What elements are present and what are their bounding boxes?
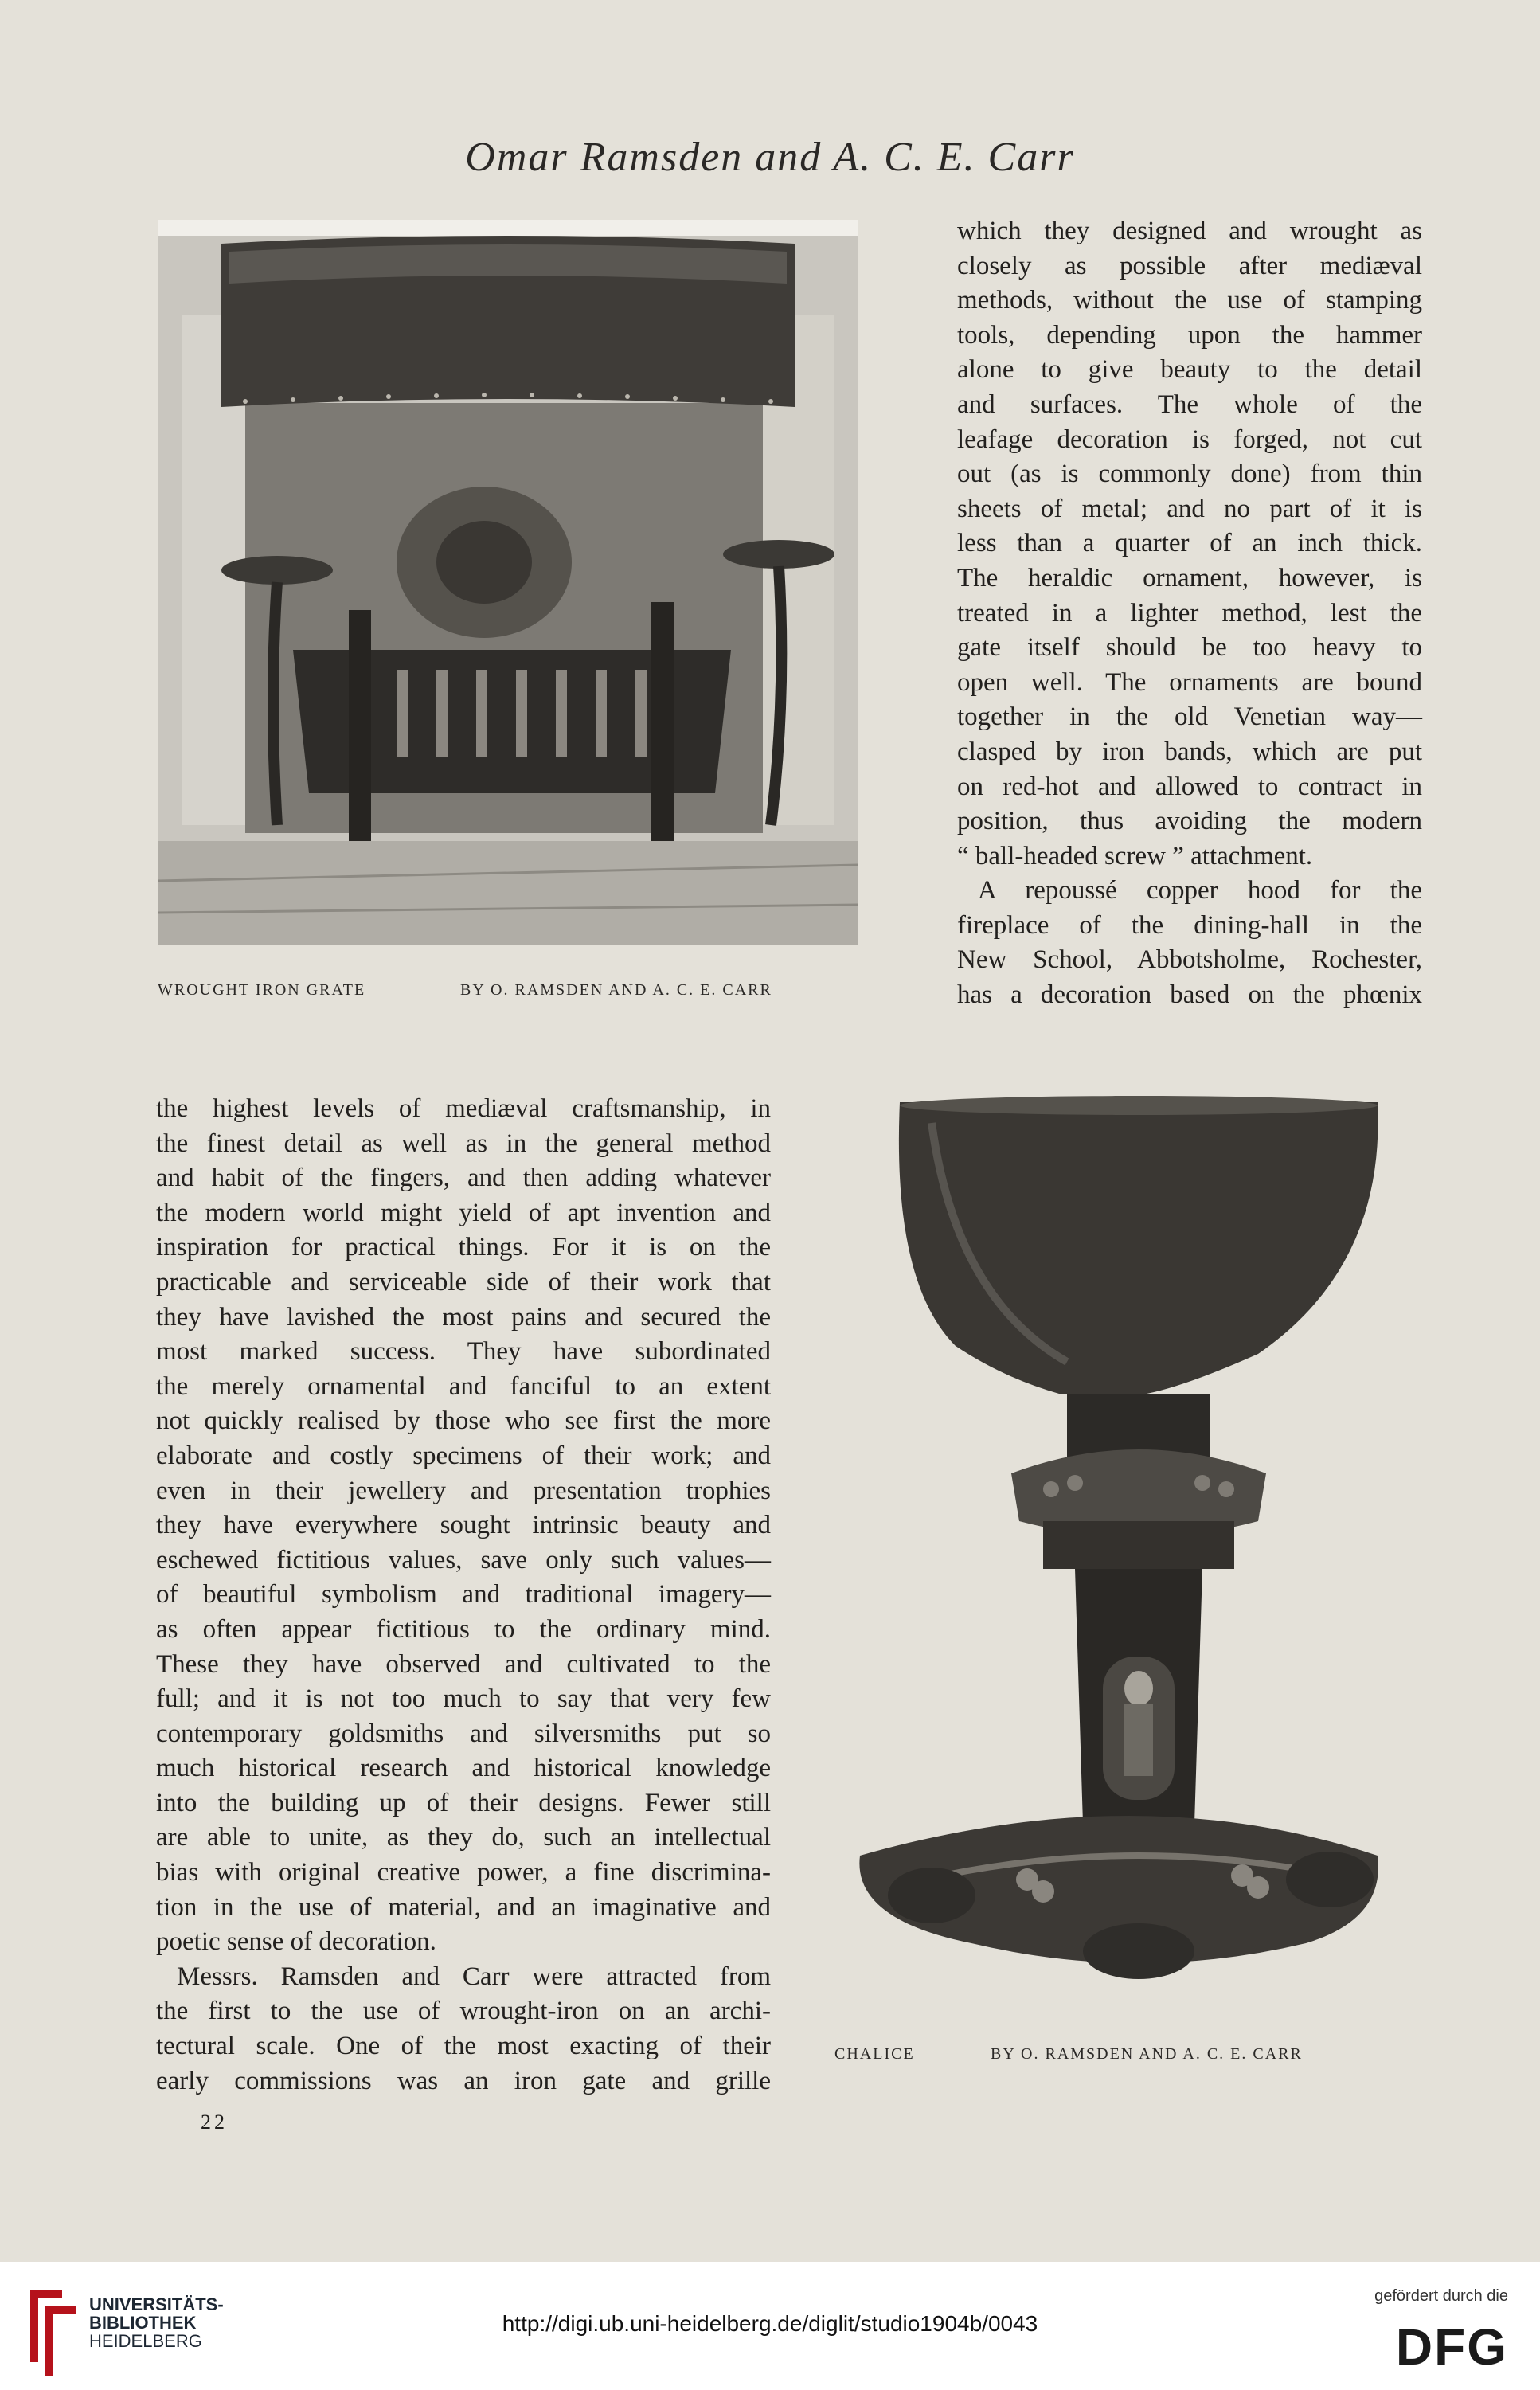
library-name-line1: UNIVERSITÄTS- xyxy=(89,2294,224,2314)
text-line: inspiration for practical things. For it is on the xyxy=(156,1233,771,1262)
text-line: has a decoration based on the phœnix xyxy=(957,980,1422,1010)
text-line: they have everywhere sought intrinsic beauty and xyxy=(156,1511,771,1540)
library-name-line3: HEIDELBERG xyxy=(89,2331,202,2351)
text-line: the modern world might yield of apt invention and xyxy=(156,1198,771,1227)
right-column-text xyxy=(957,214,1422,1013)
grate-caption-title: WROUGHT IRON GRATE xyxy=(158,981,366,999)
grate-photograph xyxy=(158,220,858,945)
text-line: the highest levels of mediæval craftsmanship, in xyxy=(156,1094,771,1123)
text-line: open well. The ornaments are bound xyxy=(957,667,1422,697)
text-line: contemporary goldsmiths and silversmiths put so xyxy=(156,1719,771,1748)
text-line: less than a quarter of an inch thick. xyxy=(957,529,1422,558)
library-name-line2: BIBLIOTHEK xyxy=(89,2313,197,2333)
text-line: the first to the use of wrought-iron on an archi- xyxy=(156,1997,771,2026)
chalice-caption-title: CHALICE xyxy=(834,2045,915,2063)
text-line: together in the old Venetian way— xyxy=(957,702,1422,732)
text-line: they have lavished the most pains and secured the xyxy=(156,1302,771,1332)
dfg-logo: DFG xyxy=(1395,2318,1508,2376)
text-line: tools, depending upon the hammer xyxy=(957,320,1422,350)
text-line: much historical research and historical knowledge xyxy=(156,1754,771,1783)
text-line: tion in the use of material, and an imaginative and xyxy=(156,1892,771,1922)
text-line: leafage decoration is forged, not cut xyxy=(957,424,1422,454)
digitization-footer xyxy=(0,2262,1540,2390)
text-line: position, thus avoiding the modern xyxy=(957,807,1422,836)
sponsor-text: gefördert durch die xyxy=(1374,2287,1508,2305)
text-line: even in their jewellery and presentation trophies xyxy=(156,1476,771,1505)
running-title: Omar Ramsden and A. C. E. Carr xyxy=(465,135,1075,180)
text-line: bias with original creative power, a fine discrimina- xyxy=(156,1858,771,1887)
text-line: the merely ornamental and fanciful to an extent xyxy=(156,1371,771,1401)
left-column-text xyxy=(156,1092,771,2099)
chalice-photograph xyxy=(828,1091,1386,1999)
text-line: early commissions was an iron gate and grille xyxy=(156,2066,771,2095)
text-line: are able to unite, as they do, such an intellectual xyxy=(156,1823,771,1852)
text-line: These they have observed and cultivated to the xyxy=(156,1649,771,1679)
chalice-caption-credit: BY O. RAMSDEN AND A. C. E. CARR xyxy=(991,2045,1303,2063)
text-line: elaborate and costly specimens of their work; and xyxy=(156,1441,771,1470)
text-line: full; and it is not too much to say that very few xyxy=(156,1684,771,1714)
text-line: which they designed and wrought as xyxy=(957,217,1422,245)
text-line: of beautiful symbolism and traditional imagery— xyxy=(156,1580,771,1610)
text-line: “ ball-headed screw ” attachment. xyxy=(957,841,1313,870)
text-line: out (as is commonly done) from thin xyxy=(957,460,1422,489)
text-line: the finest detail as well as in the general method xyxy=(156,1129,771,1158)
text-line: on red-hot and allowed to contract in xyxy=(957,772,1422,801)
source-url-link[interactable]: http://digi.ub.uni-heidelberg.de/diglit/studio1904b/0043 xyxy=(502,2311,1038,2336)
text-line: closely as possible after mediæval xyxy=(957,251,1422,280)
text-line: clasped by iron bands, which are put xyxy=(957,737,1422,766)
text-line: fireplace of the dining-hall in the xyxy=(957,910,1422,940)
text-line: into the building up of their designs. Fewer still xyxy=(156,1788,771,1817)
text-line: A repoussé copper hood for the xyxy=(978,876,1422,906)
text-line: not quickly realised by those who see first the more xyxy=(156,1406,771,1436)
text-line: treated in a lighter method, lest the xyxy=(957,598,1422,628)
text-line: New School, Abbotsholme, Rochester, xyxy=(957,945,1422,975)
text-line: gate itself should be too heavy to xyxy=(957,633,1422,663)
page-number: 22 xyxy=(201,2110,228,2134)
text-line: poetic sense of decoration. xyxy=(156,1927,436,1957)
text-line: sheets of metal; and no part of it is xyxy=(957,494,1422,523)
text-line: practicable and serviceable side of their work that xyxy=(156,1267,771,1297)
text-line: tectural scale. One of the most exacting of their xyxy=(156,2032,771,2061)
grate-caption-credit: BY O. RAMSDEN AND A. C. E. CARR xyxy=(460,981,772,999)
text-line: and habit of the fingers, and then adding whatever xyxy=(156,1164,771,1193)
text-line: methods, without the use of stamping xyxy=(957,286,1422,315)
text-line: as often appear fictitious to the ordinary mind. xyxy=(156,1614,771,1644)
text-line: most marked success. They have subordinated xyxy=(156,1337,771,1367)
text-line: Messrs. Ramsden and Carr were attracted from xyxy=(177,1962,771,1991)
text-line: and surfaces. The whole of the xyxy=(957,389,1422,419)
text-line: alone to give beauty to the detail xyxy=(957,355,1422,385)
text-line: The heraldic ornament, however, is xyxy=(957,563,1422,593)
text-line: eschewed fictitious values, save only such values— xyxy=(156,1545,771,1574)
